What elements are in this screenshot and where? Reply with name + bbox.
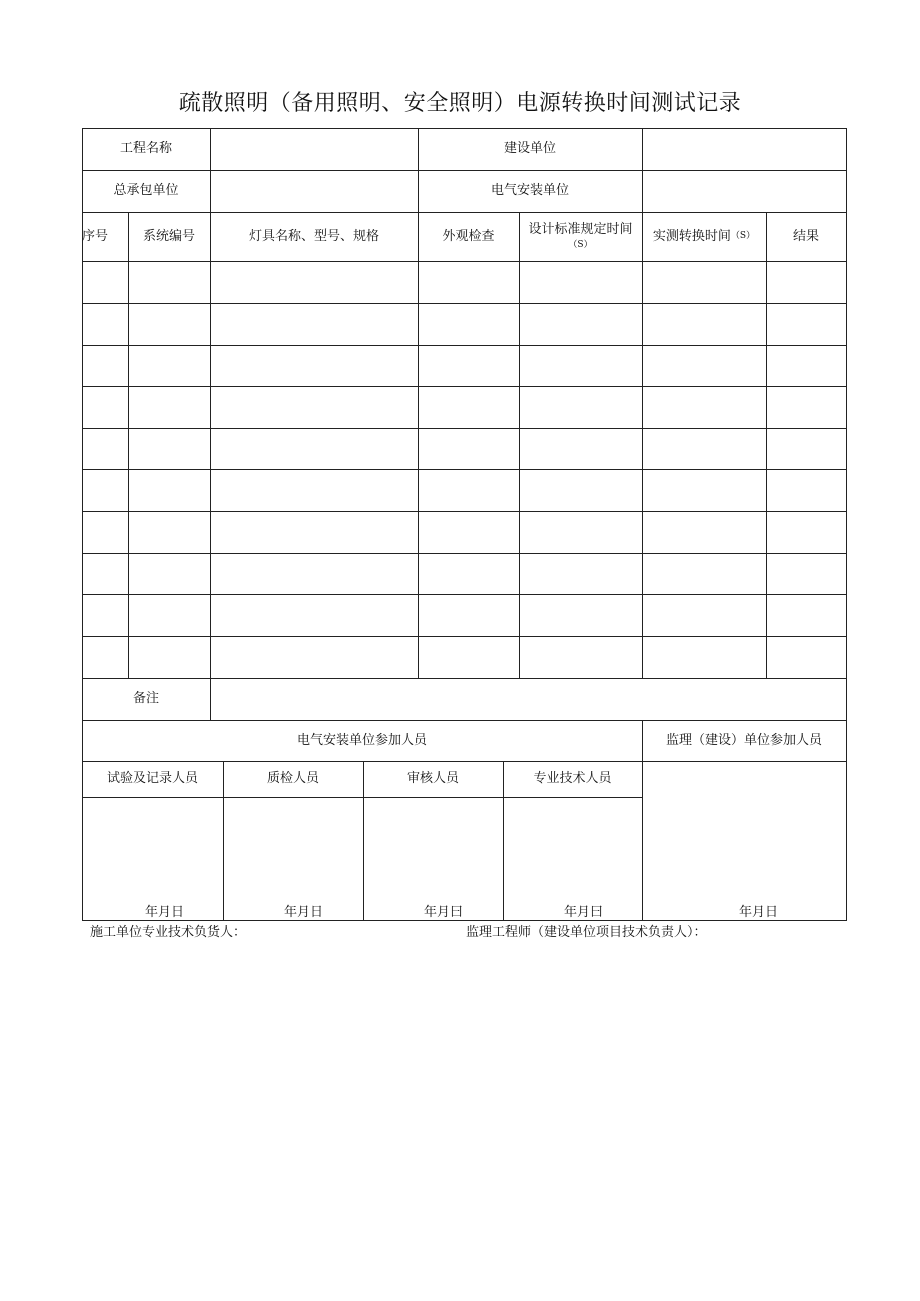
supervision-participants-label: 监理（建设）单位参加人员 [665, 732, 822, 748]
table-cell[interactable] [82, 261, 128, 303]
table-cell[interactable] [210, 261, 418, 303]
design-time-line1: 设计标准规定时间 [528, 221, 633, 237]
builder-field[interactable] [642, 128, 846, 170]
table-cell[interactable] [519, 386, 642, 428]
table-cell[interactable] [418, 511, 519, 553]
table-cell[interactable] [766, 261, 846, 303]
table-cell[interactable] [418, 345, 519, 386]
table-cell[interactable] [210, 469, 418, 511]
col-header-design-time [519, 212, 642, 261]
table-cell[interactable] [766, 511, 846, 553]
measured-time-unit: （S） [730, 230, 756, 241]
table-cell[interactable] [82, 428, 128, 469]
electrical-installer-field[interactable] [642, 170, 846, 212]
table-cell[interactable] [766, 428, 846, 469]
project-name-field[interactable] [210, 128, 418, 170]
footer-supervising-engineer: 监理工程师（建设单位项目技术负责人）： [466, 925, 707, 940]
table-cell[interactable] [642, 428, 766, 469]
signature-quality[interactable] [223, 797, 363, 902]
table-cell[interactable] [519, 553, 642, 594]
table-cell[interactable] [519, 594, 642, 636]
table-cell[interactable] [210, 345, 418, 386]
table-cell[interactable] [418, 553, 519, 594]
remarks-field[interactable] [210, 678, 846, 720]
table-cell[interactable] [766, 303, 846, 345]
table-cell[interactable] [210, 511, 418, 553]
table-cell[interactable] [82, 636, 128, 678]
table-cell[interactable] [766, 469, 846, 511]
measured-time-main: 实测转换时间 [652, 228, 731, 244]
table-cell[interactable] [519, 261, 642, 303]
table-cell[interactable] [766, 553, 846, 594]
table-cell[interactable] [128, 594, 210, 636]
general-contractor-field[interactable] [210, 170, 418, 212]
table-cell[interactable] [128, 469, 210, 511]
col-header-seq: 序号 [82, 228, 109, 244]
table-cell[interactable] [642, 261, 766, 303]
table-cell[interactable] [418, 469, 519, 511]
builder-label: 建设单位 [503, 141, 556, 157]
table-cell[interactable] [642, 345, 766, 386]
table-cell[interactable] [418, 428, 519, 469]
col-header-lamp: 灯具名称、型号、规格 [248, 228, 379, 244]
table-cell[interactable] [210, 636, 418, 678]
table-cell[interactable] [519, 303, 642, 345]
table-cell[interactable] [128, 553, 210, 594]
table-cell[interactable] [766, 386, 846, 428]
table-cell[interactable] [642, 553, 766, 594]
table-cell[interactable] [128, 428, 210, 469]
table-cell[interactable] [642, 386, 766, 428]
table-cell[interactable] [642, 511, 766, 553]
col-header-appearance: 外观检查 [442, 228, 495, 244]
general-contractor-label: 总承包单位 [113, 183, 179, 199]
date-tester: 年月日 [145, 905, 185, 920]
project-name-label: 工程名称 [119, 141, 172, 157]
table-cell[interactable] [128, 511, 210, 553]
table-cell[interactable] [82, 386, 128, 428]
table-cell[interactable] [82, 303, 128, 345]
electrical-installer-label: 电气安装单位 [490, 183, 569, 199]
table-cell[interactable] [418, 261, 519, 303]
role-reviewer: 审核人员 [406, 771, 459, 787]
table-cell[interactable] [128, 386, 210, 428]
table-cell[interactable] [766, 345, 846, 386]
table-cell[interactable] [519, 428, 642, 469]
table-cell[interactable] [418, 386, 519, 428]
rule-right [846, 128, 847, 921]
table-cell[interactable] [642, 303, 766, 345]
table-cell[interactable] [210, 553, 418, 594]
table-cell[interactable] [82, 553, 128, 594]
table-cell[interactable] [519, 469, 642, 511]
signature-supervision[interactable] [642, 761, 846, 902]
col-header-result: 结果 [792, 228, 819, 244]
table-cell[interactable] [519, 345, 642, 386]
table-cell[interactable] [418, 594, 519, 636]
date-technician: 年月曰 [564, 905, 604, 920]
table-cell[interactable] [210, 428, 418, 469]
role-tester: 试验及记录人员 [106, 771, 198, 787]
table-cell[interactable] [418, 636, 519, 678]
table-cell[interactable] [642, 469, 766, 511]
record-table [82, 128, 847, 921]
page-title: 疏散照明（备用照明、安全照明）电源转换时间测试记录 [178, 91, 742, 116]
table-cell[interactable] [82, 345, 128, 386]
table-cell[interactable] [82, 511, 128, 553]
table-cell[interactable] [418, 303, 519, 345]
table-cell[interactable] [210, 594, 418, 636]
table-cell[interactable] [766, 594, 846, 636]
table-cell[interactable] [210, 386, 418, 428]
signature-tester[interactable] [82, 797, 223, 902]
date-reviewer: 年月曰 [424, 905, 464, 920]
table-cell[interactable] [128, 261, 210, 303]
footer-construction-tech-lead: 施工单位专业技术负货人： [90, 925, 247, 940]
table-cell[interactable] [519, 636, 642, 678]
electrical-participants-label: 电气安装单位参加人员 [296, 732, 427, 748]
col-header-measured-time [642, 212, 766, 261]
date-quality: 年月日 [284, 905, 324, 920]
table-cell[interactable] [642, 636, 766, 678]
role-quality: 质检人员 [266, 771, 319, 787]
table-cell[interactable] [128, 636, 210, 678]
table-cell[interactable] [642, 594, 766, 636]
signature-reviewer[interactable] [363, 797, 503, 902]
date-supervision: 年月日 [739, 905, 779, 920]
col-header-system-no: 系统编号 [142, 228, 195, 244]
signature-technician[interactable] [503, 797, 642, 902]
table-cell[interactable] [210, 303, 418, 345]
table-cell[interactable] [128, 303, 210, 345]
role-technician: 专业技术人员 [533, 771, 612, 787]
table-cell[interactable] [82, 594, 128, 636]
table-cell[interactable] [766, 636, 846, 678]
table-cell[interactable] [128, 345, 210, 386]
remarks-label: 备注 [132, 691, 159, 707]
table-cell[interactable] [82, 469, 128, 511]
design-time-line2: （S） [568, 240, 593, 251]
table-cell[interactable] [519, 511, 642, 553]
